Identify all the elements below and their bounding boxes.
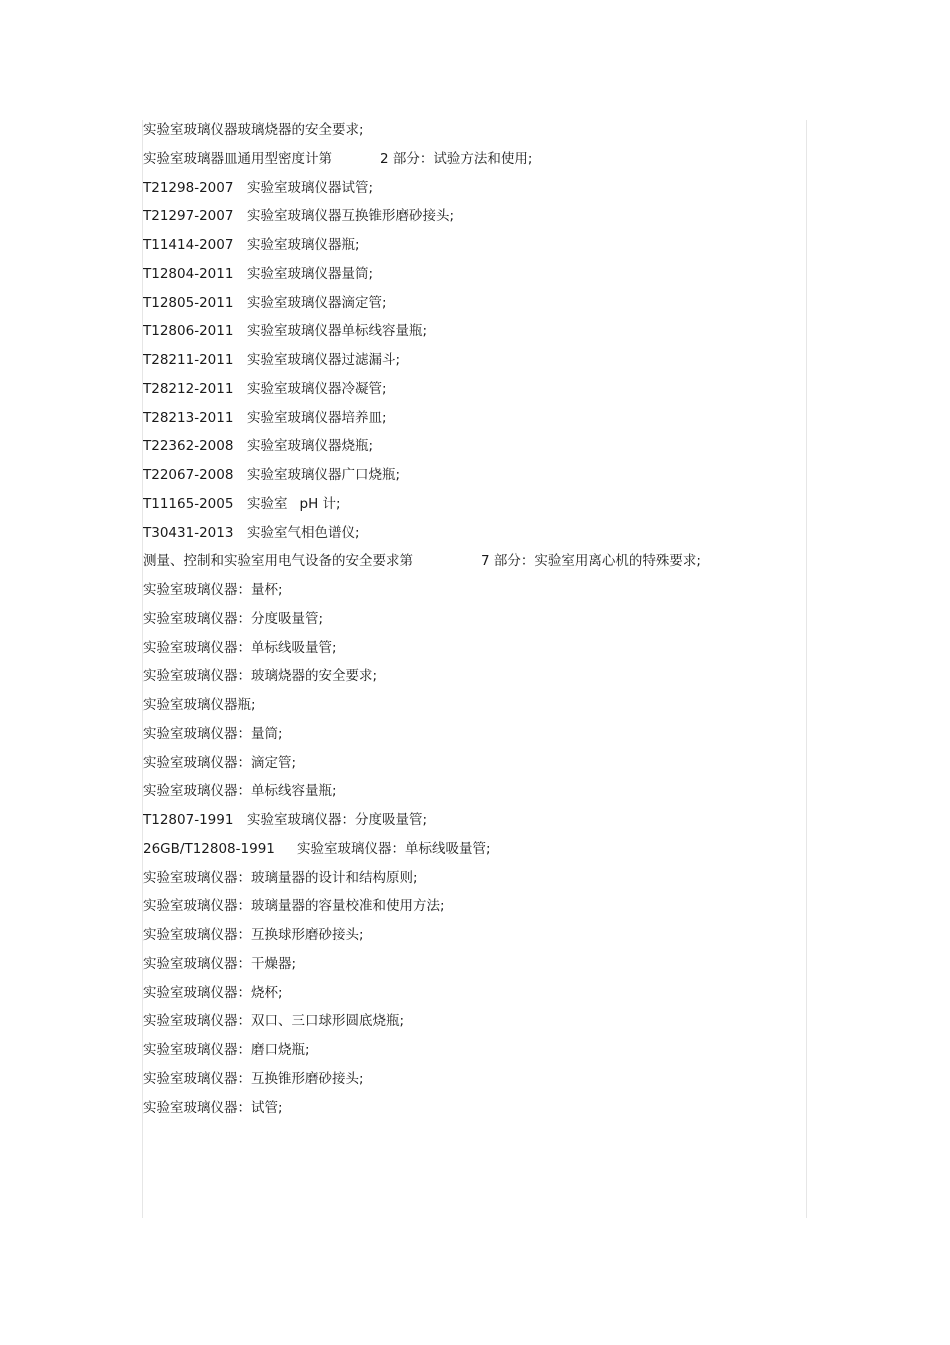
list-item xyxy=(143,1036,803,1065)
list-item xyxy=(143,864,803,893)
list-item xyxy=(143,921,803,950)
list-item xyxy=(143,806,803,835)
standard-code: T12805-2011 xyxy=(143,294,234,311)
list-item xyxy=(143,950,803,979)
standard-code: T12804-2011 xyxy=(143,265,234,282)
list-item xyxy=(143,231,803,260)
list-item xyxy=(143,174,803,203)
list-item xyxy=(143,404,803,433)
item-text: 实验室玻璃仪器：量杯; xyxy=(143,582,283,598)
standard-code: T21298-2007 xyxy=(143,179,234,196)
item-text: 实验室玻璃仪器培养皿; xyxy=(247,409,387,426)
list-item xyxy=(143,749,803,778)
item-text: 实验室玻璃仪器：磨口烧瓶; xyxy=(143,1042,310,1058)
item-text: 实验室玻璃仪器：互换锥形磨砂接头; xyxy=(143,1070,364,1087)
item-text: 实验室玻璃仪器：分度吸量管; xyxy=(143,610,324,627)
right-margin-rule xyxy=(806,120,807,1218)
item-text-part-b: 2 部分：试验方法和使用; xyxy=(380,150,533,167)
item-text: 实验室玻璃仪器瓶; xyxy=(247,237,360,253)
list-item xyxy=(143,1094,803,1123)
list-item xyxy=(143,720,803,749)
item-text: 实验室玻璃仪器试管; xyxy=(247,179,374,196)
list-item xyxy=(143,547,803,576)
standard-code: T12807-1991 xyxy=(143,812,234,828)
list-item xyxy=(143,605,803,634)
item-text: 实验室玻璃仪器：滴定管; xyxy=(143,754,297,771)
list-item xyxy=(143,432,803,461)
list-item xyxy=(143,1065,803,1094)
item-text: 实验室玻璃仪器冷凝管; xyxy=(247,380,387,397)
item-text: 实验室玻璃仪器：玻璃量器的设计和结构原则; xyxy=(143,869,418,886)
item-text-part-a: 实验室 xyxy=(247,495,288,512)
item-text: 实验室玻璃仪器：干燥器; xyxy=(143,955,297,972)
list-item xyxy=(143,519,803,548)
item-text-part-b: pH 计; xyxy=(299,495,341,512)
item-text: 实验室玻璃仪器：玻璃量器的容量校准和使用方法; xyxy=(143,898,445,915)
standard-code: T22067-2008 xyxy=(143,467,234,483)
list-item xyxy=(143,1007,803,1036)
item-text: 实验室气相色谱仪; xyxy=(247,524,360,541)
standard-code: T11414-2007 xyxy=(143,237,234,253)
standard-code: T28211-2011 xyxy=(143,352,234,368)
list-item xyxy=(143,835,803,864)
list-item xyxy=(143,461,803,490)
item-text: 实验室玻璃仪器：互换球形磨砂接头; xyxy=(143,927,364,943)
item-text: 实验室玻璃仪器：单标线吸量管; xyxy=(143,639,337,656)
standard-code: T21297-2007 xyxy=(143,208,234,225)
item-text: 实验室玻璃仪器广口烧瓶; xyxy=(247,467,401,483)
list-item xyxy=(143,260,803,289)
list-item xyxy=(143,892,803,921)
item-text: 实验室玻璃仪器：烧杯; xyxy=(143,984,283,1001)
list-item xyxy=(143,691,803,720)
item-text: 实验室玻璃仪器过滤漏斗; xyxy=(247,352,401,368)
standard-code: T28212-2011 xyxy=(143,380,234,397)
standard-code: T22362-2008 xyxy=(143,438,234,455)
item-text: 实验室玻璃仪器：量筒; xyxy=(143,725,283,742)
list-item xyxy=(143,576,803,605)
item-text-part-a: 实验室玻璃器皿通用型密度计第 xyxy=(143,150,332,167)
item-text: 实验室玻璃仪器互换锥形磨砂接头; xyxy=(247,208,455,225)
list-item xyxy=(143,777,803,806)
standard-code: 26GB/T12808-1991 xyxy=(143,840,275,857)
item-text: 实验室玻璃仪器瓶; xyxy=(143,697,256,713)
list-item xyxy=(143,375,803,404)
item-text: 实验室玻璃仪器：单标线容量瓶; xyxy=(143,783,337,800)
item-text: 实验室玻璃仪器：玻璃烧器的安全要求; xyxy=(143,668,378,685)
list-item xyxy=(143,346,803,375)
item-text-part-a: 测量、控制和实验室用电气设备的安全要求第 xyxy=(143,553,413,570)
list-item xyxy=(143,202,803,231)
list-item xyxy=(143,634,803,663)
list-item xyxy=(143,979,803,1008)
list-item xyxy=(143,145,803,174)
list-item xyxy=(143,289,803,318)
standard-code: T30431-2013 xyxy=(143,524,234,541)
item-text: 实验室玻璃仪器：单标线吸量管; xyxy=(297,840,491,857)
item-text: 实验室玻璃仪器滴定管; xyxy=(247,294,387,311)
standard-code: T28213-2011 xyxy=(143,409,234,426)
list-item xyxy=(143,490,803,519)
item-text: 实验室玻璃仪器玻璃烧器的安全要求; xyxy=(143,122,364,138)
standard-code: T12806-2011 xyxy=(143,323,234,340)
item-text: 实验室玻璃仪器：分度吸量管; xyxy=(247,812,428,828)
list-item xyxy=(143,662,803,691)
item-text: 实验室玻璃仪器量筒; xyxy=(247,265,374,282)
item-text: 实验室玻璃仪器：双口、三口球形圆底烧瓶; xyxy=(143,1013,405,1030)
standard-code: T11165-2005 xyxy=(143,495,234,512)
item-text: 实验室玻璃仪器烧瓶; xyxy=(247,438,374,455)
item-text-part-b: 7 部分：实验室用离心机的特殊要求; xyxy=(481,553,701,570)
item-text: 实验室玻璃仪器单标线容量瓶; xyxy=(247,323,428,340)
list-item xyxy=(143,317,803,346)
item-text: 实验室玻璃仪器：试管; xyxy=(143,1099,283,1116)
standards-list xyxy=(143,116,803,1122)
list-item xyxy=(143,116,803,145)
